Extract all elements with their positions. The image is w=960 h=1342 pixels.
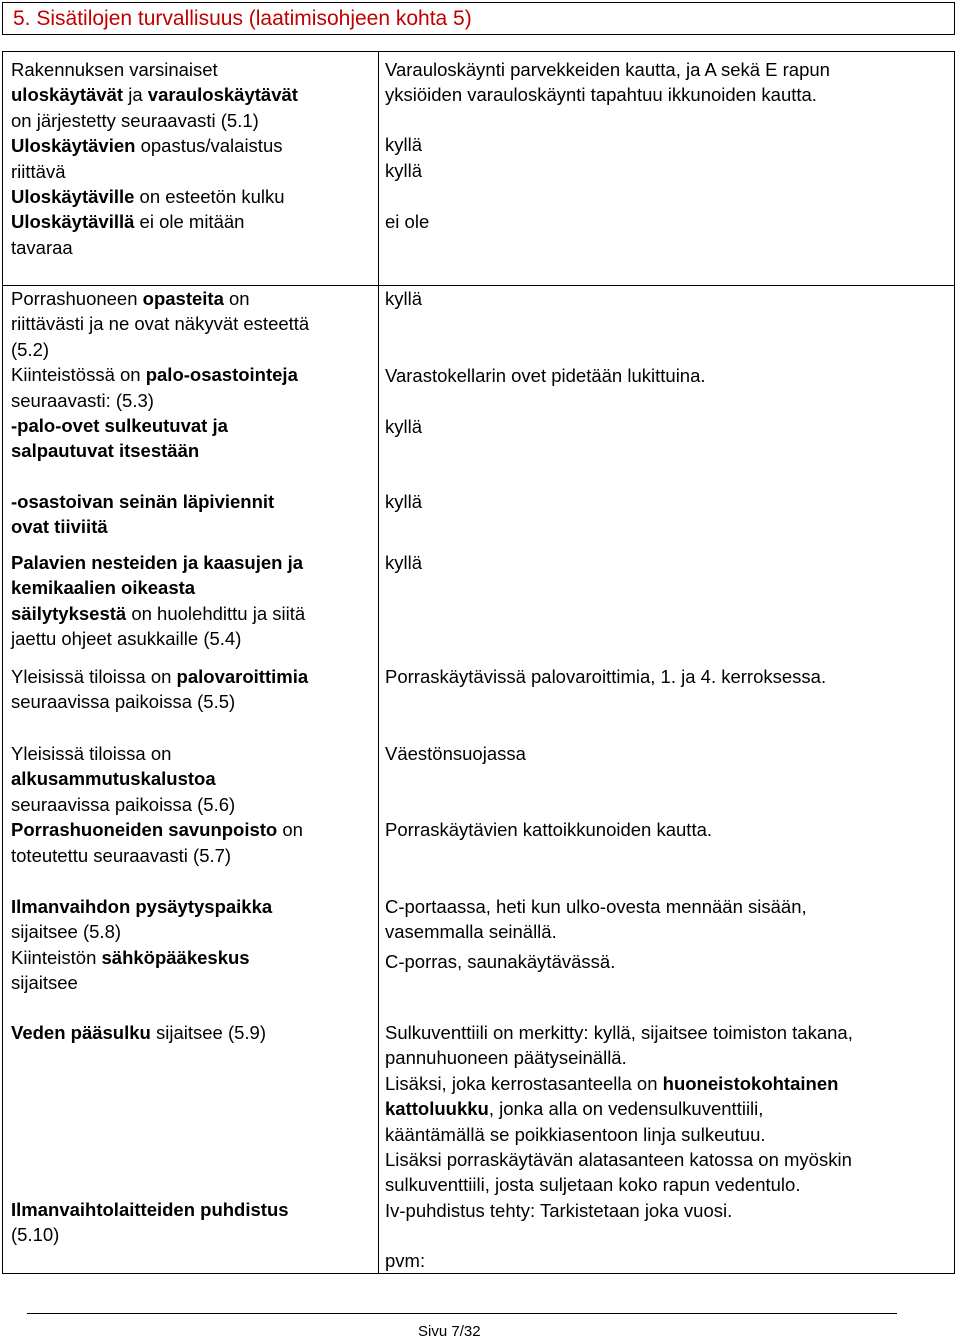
answer-access: kyllä	[385, 160, 423, 181]
answer-extinguishing: Väestönsuojassa	[385, 743, 526, 764]
answer-signs: kyllä	[385, 288, 423, 309]
smoke-alarms-label: Yleisissä tiloissa on palovaroittimia seuraavissa paikoissa (5.5)	[11, 666, 309, 713]
answer-lighting: kyllä	[385, 134, 423, 155]
answer-fire-doors: kyllä	[385, 416, 423, 437]
page-number: Sivu 7/32	[418, 1323, 481, 1340]
answer-smoke-venting: Porraskäytävien kattoikkunoiden kautta.	[385, 819, 713, 840]
water-shutoff-label: Veden pääsulku sijaitsee (5.9)	[11, 1022, 266, 1043]
ventilation-cleaning-label: Ilmanvaihtolaitteiden puhdistus (5.10)	[11, 1199, 289, 1246]
stairwell-signs-label: Porrashuoneen opasteita on riittävästi ja ne ovat näkyvät esteettä (5.2) Kiinteistössä on palo-osastointeja seuraavasti: (5.3) -palo-ovet sulkeutuvat ja salpautuvat itsestään	[11, 288, 310, 462]
section-title-box	[2, 2, 955, 35]
answer-water-shutoff: Sulkuventtiili on merkitty: kyllä, sijaitsee toimiston takana, pannuhuoneen päätyseinällä. Lisäksi, joka kerrostasanteella on huoneistokohtainen kattoluukku, jonka alla on vedensulkuventtiili, kääntämällä se poikkiasentoon linja sulkeutuu. Lisäksi porraskäytävän alatasanteen katossa on myöskin sulkuventtiili, josta suljetaan koko rapun vedentulo. Iv-puhdistus tehty: Tarkistetaan joka vuosi.	[385, 1022, 853, 1221]
answer-date: pvm:	[385, 1250, 426, 1271]
section-title: 5. Sisätilojen turvallisuus (laatimisohjeen kohta 5)	[13, 7, 472, 30]
answer-electrical-center: C-porras, saunakäytävässä.	[385, 951, 616, 972]
penetrations-label: -osastoivan seinän läpiviennit ovat tiiviitä	[11, 491, 275, 538]
answer-ventilation-stop: C-portaassa, heti kun ulko-ovesta mennään sisään, vasemmalla seinällä.	[385, 896, 807, 943]
extinguishing-label: Yleisissä tiloissa on alkusammutuskalustoa seuraavissa paikoissa (5.6) Porrashuoneiden savunpoisto on toteutettu seuraavasti (5.7)	[11, 743, 303, 866]
column-divider	[378, 52, 379, 1273]
footer-divider	[27, 1313, 897, 1314]
answer-smoke-alarms: Porraskäytävissä palovaroittimia, 1. ja 4. kerroksessa.	[385, 666, 827, 687]
answer-chemicals: kyllä	[385, 552, 423, 573]
exit-routes-answer: Varauloskäynti parvekkeiden kautta, ja A sekä E rapun yksiöiden varauloskäynti tapahtuu ikkunoiden kautta.	[385, 59, 830, 106]
ventilation-stop-label: Ilmanvaihdon pysäytyspaikka sijaitsee (5.8) Kiinteistön sähköpääkeskus sijaitsee	[11, 896, 273, 994]
answer-clutter: ei ole	[385, 211, 430, 232]
answer-compartments: Varastokellarin ovet pidetään lukittuina.	[385, 365, 706, 386]
exit-routes-label: Rakennuksen varsinaiset uloskäytävät ja varauloskäytävät on järjestetty seuraavasti (5.1) Uloskäytävien opastus/valaistus riittävä Uloskäytäville on esteetön kulku Uloskäytävillä ei ole mitään tavaraa	[11, 59, 298, 258]
answer-penetrations: kyllä	[385, 491, 423, 512]
chemicals-label: Palavien nesteiden ja kaasujen ja kemikaalien oikeasta säilytyksestä on huolehdittu ja siitä jaettu ohjeet asukkaille (5.4)	[11, 552, 306, 650]
